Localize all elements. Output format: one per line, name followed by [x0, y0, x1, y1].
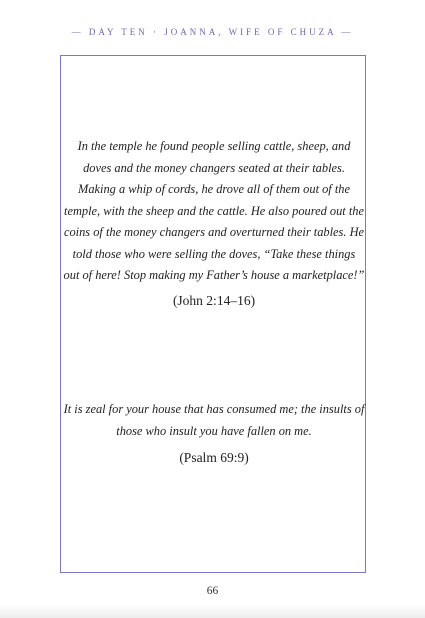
page-number: 66 — [206, 585, 219, 597]
citation-psalm: (Psalm 69:9) — [179, 450, 249, 465]
passage-line: It is zeal for your house that has consumed me; the insults of — [63, 402, 365, 416]
citation-john: (John 2:14–16) — [172, 293, 256, 308]
passage-line: those who insult you have fallen on me. — [116, 423, 312, 438]
page-bottom-shadow — [0, 604, 425, 618]
running-header: — DAY TEN · JOANNA, WIFE OF CHUZA — — [71, 27, 354, 37]
passage-line: coins of the money changers and overturned their tables. He — [63, 225, 365, 239]
passage-line: out of here! Stop making my Father’s house a marketplace!” — [63, 268, 365, 282]
scripture-passage-psalm — [59, 399, 369, 442]
passage-line: Making a whip of cords, he drove all of them out of the — [78, 182, 350, 196]
scripture-frame — [60, 55, 366, 573]
passage-line: In the temple he found people selling cattle, sheep, and — [77, 139, 351, 153]
scripture-passage-john — [59, 136, 369, 287]
passage-line: doves and the money changers seated at their tables. — [83, 160, 345, 175]
passage-line: temple, with the sheep and the cattle. He also poured out the — [64, 203, 364, 218]
passage-line: told those who were selling the doves, “Take these things — [72, 246, 356, 261]
